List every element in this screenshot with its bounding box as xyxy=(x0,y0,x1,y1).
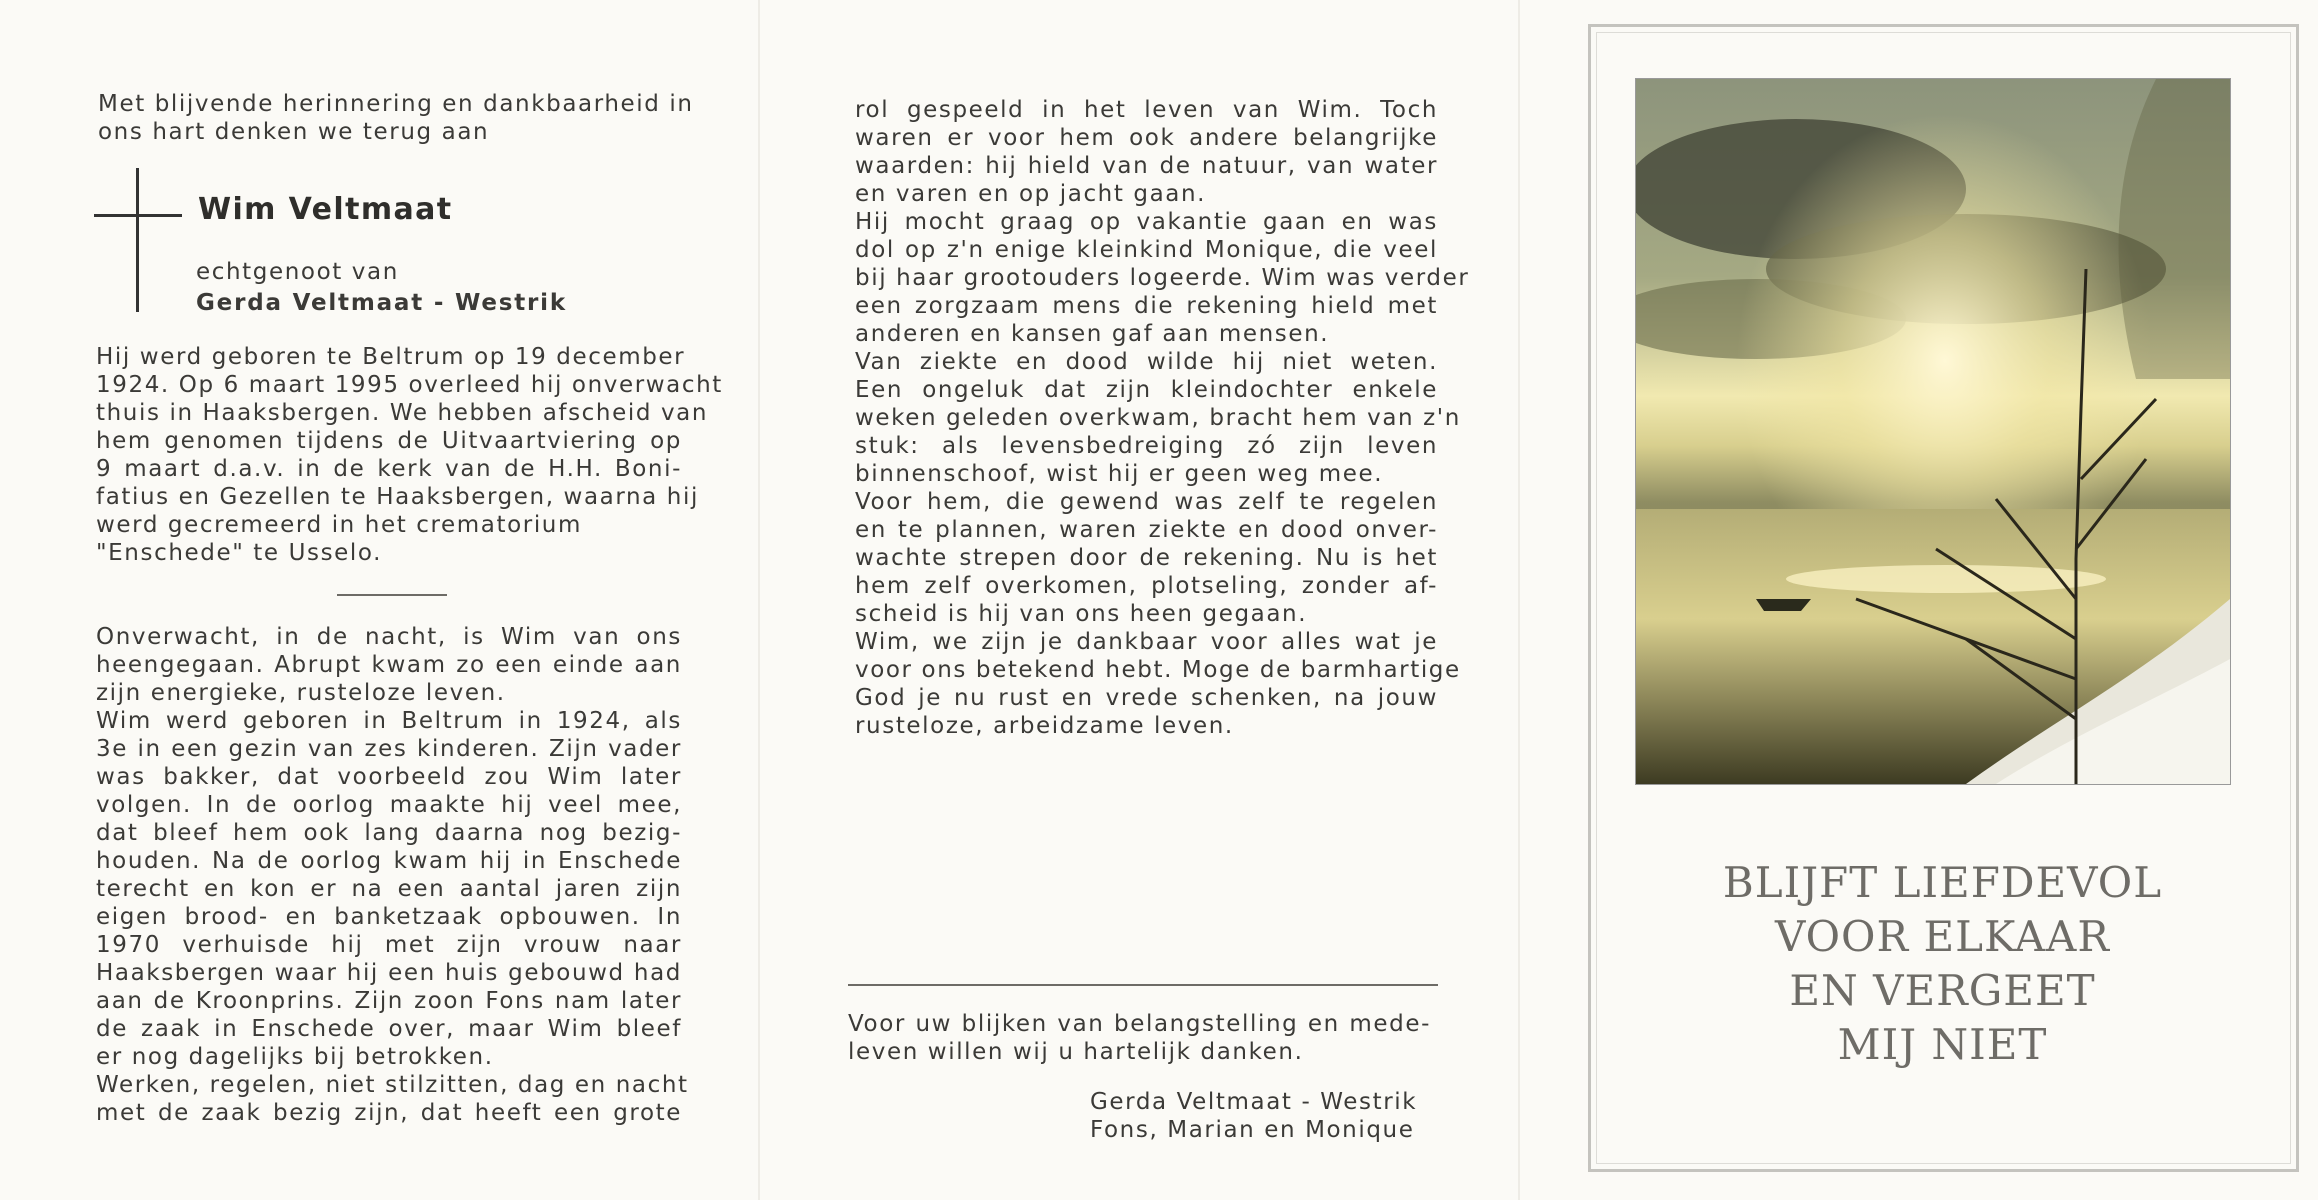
bio-line: "Enschede" te Usselo. xyxy=(96,540,383,566)
story-line: en varen en op jacht gaan. xyxy=(855,181,1207,207)
story-line: met de zaak bezig zijn, dat heeft een grote xyxy=(96,1100,682,1126)
story-line: en te plannen, waren ziekte en dood onver- xyxy=(855,517,1438,543)
story-line: de zaak in Enschede over, maar Wim bleef xyxy=(96,1016,682,1042)
story-line: dat bleef hem ook lang daarna nog bezig- xyxy=(96,820,682,846)
story-line: Wim, we zijn je dankbaar voor alles wat je xyxy=(855,629,1438,655)
divider xyxy=(848,984,1438,986)
story-line: Van ziekte en dood wilde hij niet weten. xyxy=(855,349,1438,375)
spouse-name: Gerda Veltmaat - Westrik xyxy=(196,290,567,316)
intro-line-2: ons hart denken we terug aan xyxy=(98,119,490,145)
story-line: Haaksbergen waar hij een huis gebouwd had xyxy=(96,960,682,986)
bio-line: hem genomen tijdens de Uitvaartviering op xyxy=(96,428,682,454)
deceased-name: Wim Veltmaat xyxy=(198,192,453,227)
bio-line: 1924. Op 6 maart 1995 overleed hij onverwacht xyxy=(96,372,723,398)
story-line: God je nu rust en vrede schenken, na jouw xyxy=(855,685,1438,711)
intro-line-1: Met blijvende herinnering en dankbaarheid in xyxy=(98,91,694,117)
story-line: binnenschoof, wist hij er geen weg mee. xyxy=(855,461,1384,487)
thanks-line: leven willen wij u hartelijk danken. xyxy=(848,1039,1304,1065)
story-line: volgen. In de oorlog maakte hij veel mee, xyxy=(96,792,682,818)
relation-label: echtgenoot van xyxy=(196,259,399,285)
story-line: wachte strepen door de rekening. Nu is het xyxy=(855,545,1438,571)
story-line: heengegaan. Abrupt kwam zo een einde aan xyxy=(96,652,682,678)
landscape-photo xyxy=(1635,78,2231,785)
story-line: rusteloze, arbeidzame leven. xyxy=(855,713,1234,739)
right-panel xyxy=(1520,0,2318,1200)
story-line: eigen brood- en banketzaak opbouwen. In xyxy=(96,904,682,930)
story-line: Voor hem, die gewend was zelf te regelen xyxy=(855,489,1438,515)
story-line: waren er voor hem ook andere belangrijke xyxy=(855,125,1438,151)
bio-line: thuis in Haaksbergen. We hebben afscheid van xyxy=(96,400,709,426)
motto-line-3: EN VERGEET xyxy=(1789,966,2096,1015)
story-line: anderen en kansen gaf aan mensen. xyxy=(855,321,1330,347)
story-line: waarden: hij hield van de natuur, van water xyxy=(855,153,1438,179)
signature-line: Fons, Marian en Monique xyxy=(1090,1117,1415,1143)
story-line: rol gespeeld in het leven van Wim. Toch xyxy=(855,97,1438,123)
story-line: 1970 verhuisde hij met zijn vrouw naar xyxy=(96,932,682,958)
bio-line: werd gecremeerd in het crematorium xyxy=(96,512,582,538)
middle-panel xyxy=(760,0,1520,1200)
story-line: er nog dagelijks bij betrokken. xyxy=(96,1044,494,1070)
story-line: zijn energieke, rusteloze leven. xyxy=(96,680,506,706)
story-line: scheid is hij van ons heen gegaan. xyxy=(855,601,1308,627)
story-line: terecht en kon er na een aantal jaren zijn xyxy=(96,876,682,902)
story-line: stuk: als levensbedreiging zó zijn leven xyxy=(855,433,1438,459)
story-line: Onverwacht, in de nacht, is Wim van ons xyxy=(96,624,682,650)
signature-line: Gerda Veltmaat - Westrik xyxy=(1090,1089,1418,1115)
bio-line: 9 maart d.a.v. in de kerk van de H.H. Boni- xyxy=(96,456,682,482)
bio-line: Hij werd geboren te Beltrum op 19 december xyxy=(96,344,686,370)
left-panel xyxy=(0,0,760,1200)
story-line: bij haar grootouders logeerde. Wim was verder xyxy=(855,265,1470,291)
bio-line: fatius en Gezellen te Haaksbergen, waarna hij xyxy=(96,484,699,510)
story-line: 3e in een gezin van zes kinderen. Zijn vader xyxy=(96,736,682,762)
divider xyxy=(337,594,447,596)
story-line: Hij mocht graag op vakantie gaan en was xyxy=(855,209,1438,235)
motto-line-2: VOOR ELKAAR xyxy=(1775,912,2110,961)
story-line: was bakker, dat voorbeeld zou Wim later xyxy=(96,764,682,790)
story-line: aan de Kroonprins. Zijn zoon Fons nam later xyxy=(96,988,682,1014)
story-line: Wim werd geboren in Beltrum in 1924, als xyxy=(96,708,682,734)
story-line: Werken, regelen, niet stilzitten, dag en nacht xyxy=(96,1072,689,1098)
story-line: hem zelf overkomen, plotseling, zonder af- xyxy=(855,573,1438,599)
motto-line-1: BLIJFT LIEFDEVOL xyxy=(1722,858,2163,907)
thanks-line: Voor uw blijken van belangstelling en mede- xyxy=(848,1011,1431,1037)
story-line: een zorgzaam mens die rekening hield met xyxy=(855,293,1438,319)
story-line: weken geleden overkwam, bracht hem van z'n xyxy=(855,405,1461,431)
story-line: houden. Na de oorlog kwam hij in Enschede xyxy=(96,848,682,874)
story-line: Een ongeluk dat zijn kleindochter enkele xyxy=(855,377,1438,403)
story-line: dol op z'n enige kleinkind Monique, die veel xyxy=(855,237,1438,263)
story-line: voor ons betekend hebt. Moge de barmhartige xyxy=(855,657,1461,683)
motto-line-4: MIJ NIET xyxy=(1837,1020,2048,1069)
